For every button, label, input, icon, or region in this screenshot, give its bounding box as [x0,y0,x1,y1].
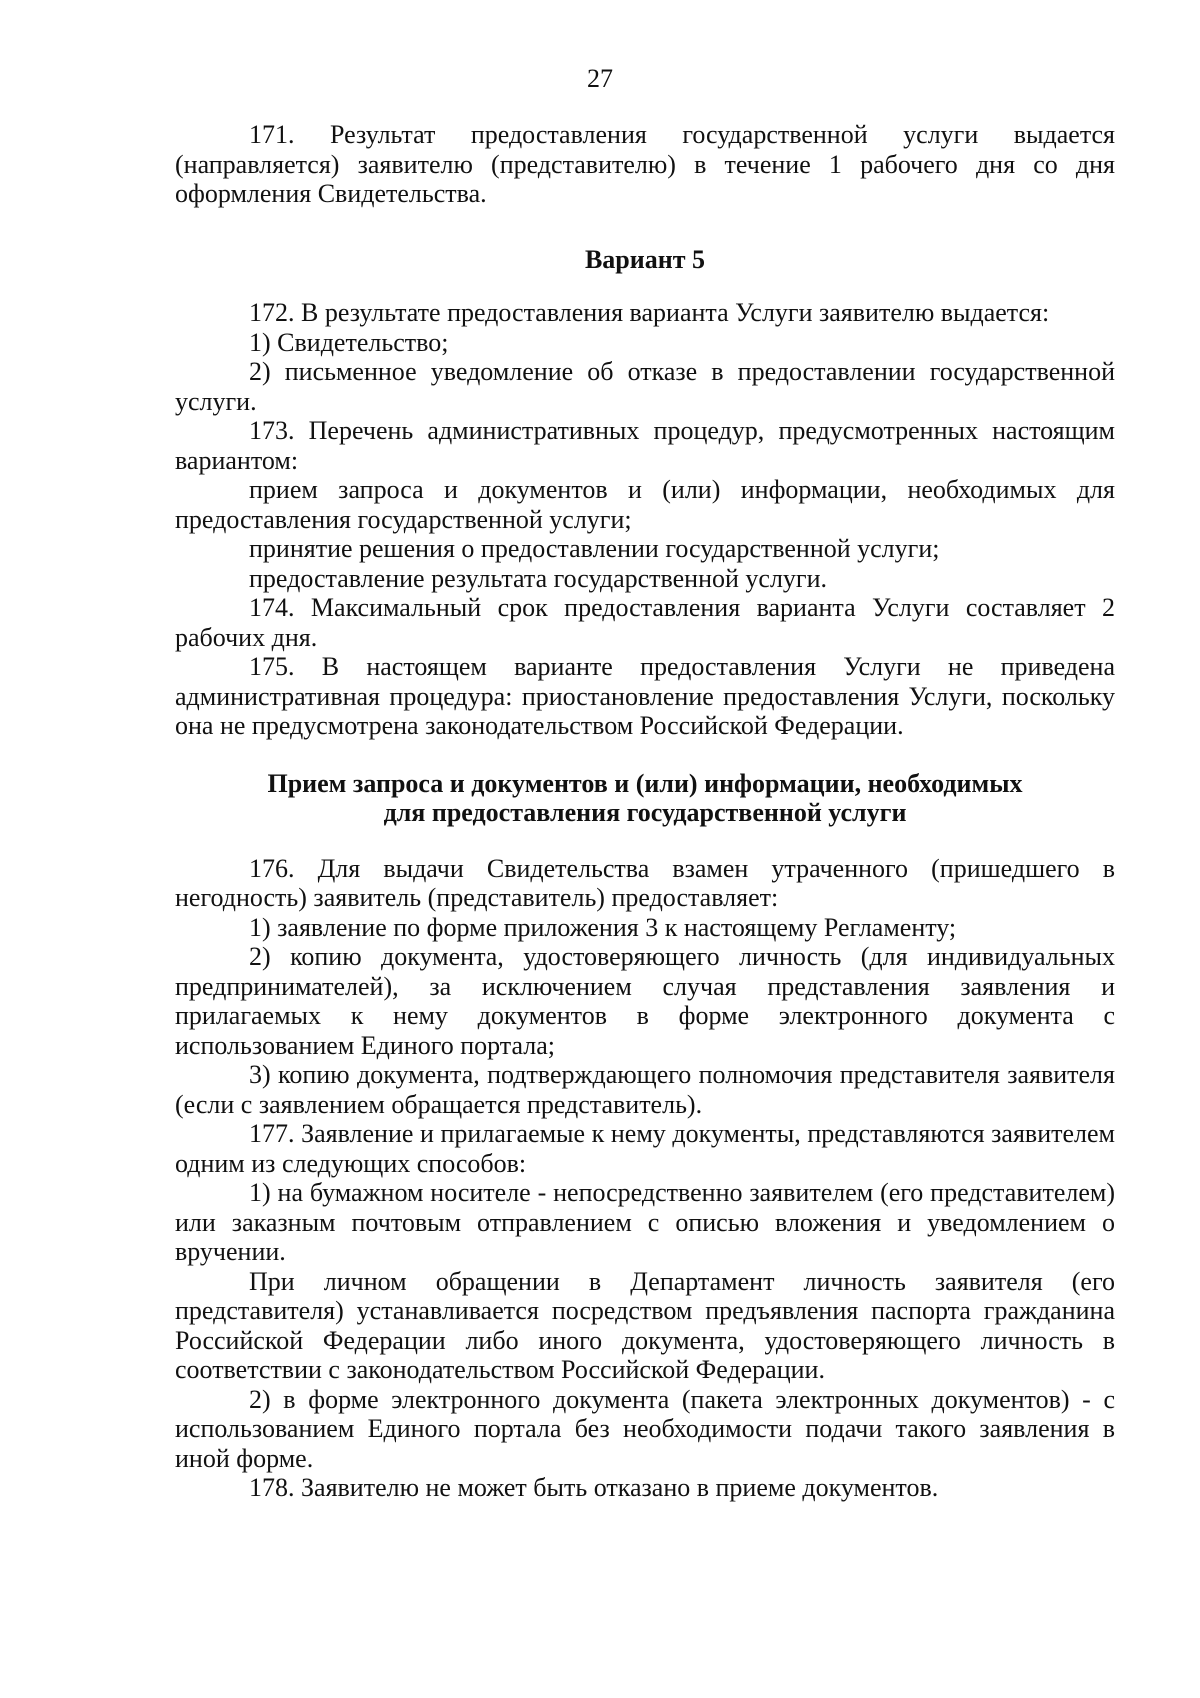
paragraph-175: 175. В настоящем варианте предоставления Услуги не приведена административная процедура: приостановление предоставления Услуги, поскольку она не предусмотрена законодательством Российской Федерации. [175,652,1115,740]
list-item-172-1: 1) Свидетельство; [249,327,449,357]
procedure-item-2: принятие решения о предоставлении государственной услуги; [249,534,940,563]
paragraph-173: 173. Перечень административных процедур, предусмотренных настоящим вариантом: [175,416,1115,475]
paragraph-177: 177. Заявление и прилагаемые к нему документы, представляются заявителем одним из следующих способов: [175,1119,1115,1178]
paragraph-171: 171. Результат предоставления государственной услуги выдается (направляется) заявителю (представителю) в течение 1 рабочего дня со дня оформления Свидетельства. [175,120,1115,208]
paragraph-176: 176. Для выдачи Свидетельства взамен утраченного (пришедшего в негодность) заявитель (представитель) предоставляет: [175,853,1115,912]
list-item-177-1: 1) на бумажном носителе - непосредственно заявителем (его представителем) или заказным почтовым отправлением с описью вложения и уведомлением о вручении. [175,1178,1115,1266]
page-number: 27 [587,64,613,93]
list-item-177-2: 2) в форме электронного документа (пакета электронных документов) - с использованием Единого портала без необходимости подачи такого заявления в иной форме. [175,1384,1115,1473]
section-heading-line-1: Прием запроса и документов и (или) информации, необходимых [267,768,1023,798]
paragraph-174: 174. Максимальный срок предоставления варианта Услуги составляет 2 рабочих дня. [175,593,1115,652]
variant-heading: Вариант 5 [584,244,706,274]
list-item-176-1: 1) заявление по форме приложения 3 к настоящему Регламенту; [249,912,957,942]
paragraph-172: 172. В результате предоставления варианта Услуги заявителю выдается: [249,298,1050,327]
list-item-176-3: 3) копию документа, подтверждающего полномочия представителя заявителя (если с заявлением обращается представитель). [175,1060,1115,1119]
list-item-176-2: 2) копию документа, удостоверяющего личность (для индивидуальных предпринимателей), за исключением случая представления заявления и прилагаемых к нему документов в форме электронного документа с использованием Единого портала; [175,942,1115,1060]
section-heading [175,769,1115,828]
section-heading-line-2: для предоставления государственной услуги [383,798,907,827]
procedure-item-1: прием запроса и документов и (или) информации, необходимых для предоставления государственной услуги; [175,475,1115,534]
paragraph-177-personal: При личном обращении в Департамент личность заявителя (его представителя) устанавливается посредством предъявления паспорта гражданина Российской Федерации либо иного документа, удостоверяющего личность в соответствии с законодательством Российской Федерации. [175,1266,1115,1384]
document-body [175,120,1115,1503]
list-item-172-2: 2) письменное уведомление об отказе в предоставлении государственной услуги. [175,357,1115,416]
procedure-item-3: предоставление результата государственной услуги. [249,563,828,593]
paragraph-178: 178. Заявителю не может быть отказано в приеме документов. [249,1473,939,1502]
